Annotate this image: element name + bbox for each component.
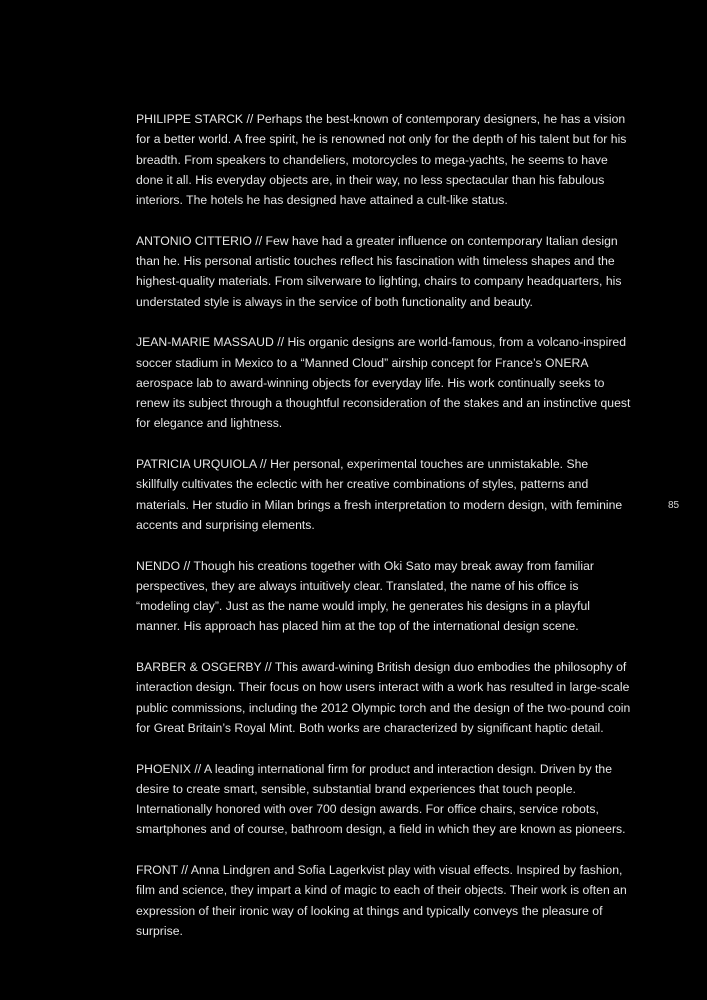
bio-paragraph-barber-osgerby [136,657,632,738]
bio-text: Her personal, experimental touches are unmistakable. She skillfully cultivates the eclectic with her creative combinations of styles, patterns and materials. Her studio in Milan brings a fresh interpretation to modern design, with feminine accents and surprising elements. [136,457,623,532]
separator: // [261,660,275,675]
bio-paragraph-patricia-urquiola [136,454,632,535]
bio-text: A leading international firm for product and interaction design. Driven by the desire to create smart, sensible, substantial brand experiences that touch people. Internationally honored with over 700 design awards. For office chairs, service robots, smartphones and of course, bathroom design, a field in which they are known as pioneers. [136,761,626,837]
separator: // [273,335,288,350]
designer-name: PATRICIA URQUIOLA [136,457,257,472]
designer-name: PHILIPPE STARCK [136,112,244,126]
separator: // [251,233,266,248]
bio-paragraph-phoenix [136,759,632,840]
designer-name: BARBER & OSGERBY [136,660,262,675]
bio-text: Perhaps the best-known of contemporary designers, he has a vision for a better world. A free spirit, he is renowned not only for the depth of his talent but for his breadth. From speakers to chandeliers, motorcycles to mega-yachts, he seems to have done it all. His everyday objects are, in their way, no less spectacular than his fabulous interiors. The hotels he has designed have attained a cult-like status. [136,112,627,208]
bio-text: Anna Lindgren and Sofia Lagerkvist play with visual effects. Inspired by fashion, film and science, they impart a kind of magic to each of their objects. Their work is often an expression of their ironic way of looking at things and typically conveys the pleasure of surprise. [136,862,627,938]
bio-paragraph-philippe-starck [136,109,632,210]
bio-paragraph-nendo [136,556,632,637]
designer-name: JEAN-MARIE MASSAUD [136,335,274,350]
bio-text: This award-wining British design duo embodies the philosophy of interaction design. Their focus on how users interact with a work has resulted in large-scale public commissions, including the 2012 Olympic torch and the design of the two-pound coin for Great Britain’s Royal Mint. Both works are characterized by significant haptic detail. [136,660,631,735]
bio-text: His organic designs are world-famous, from a volcano-inspired soccer stadium in Mexico to a “Manned Cloud” airship concept for France’s ONERA aerospace lab to award-winning objects for everyday life. His work continually seeks to renew its subject through a thoughtful reconsideration of the stakes and an instinctive quest for elegance and lightness. [136,335,631,431]
bio-paragraph-antonio-citterio [136,231,632,312]
designer-name: ANTONIO CITTERIO [136,233,252,248]
bio-paragraph-jean-marie-massaud [136,332,632,433]
designer-name: NENDO [136,558,181,573]
separator: // [180,558,194,573]
designer-bios [136,109,632,941]
designer-name: PHOENIX [136,761,191,776]
bio-text: Few have had a greater influence on contemporary Italian design than he. His personal artistic touches reflect his fascination with timeless shapes and the highest-quality materials. From silverware to lighting, chairs to company headquarters, his understated style is always in the service of both functionality and beauty. [136,233,622,309]
separator: // [177,862,191,877]
separator: // [256,457,271,472]
bio-paragraph-front [136,860,632,941]
separator: // [243,112,257,126]
designer-name: FRONT [136,862,178,877]
separator: // [191,761,204,776]
bio-text: Though his creations together with Oki Sato may break away from familiar perspectives, they are always intuitively clear. Translated, the name of his office is “modeling clay”. Just as the name would imply, he generates his designs in a playful manner. His approach has placed him at the top of the international design scene. [136,558,594,634]
page-number: 85 [668,500,680,511]
